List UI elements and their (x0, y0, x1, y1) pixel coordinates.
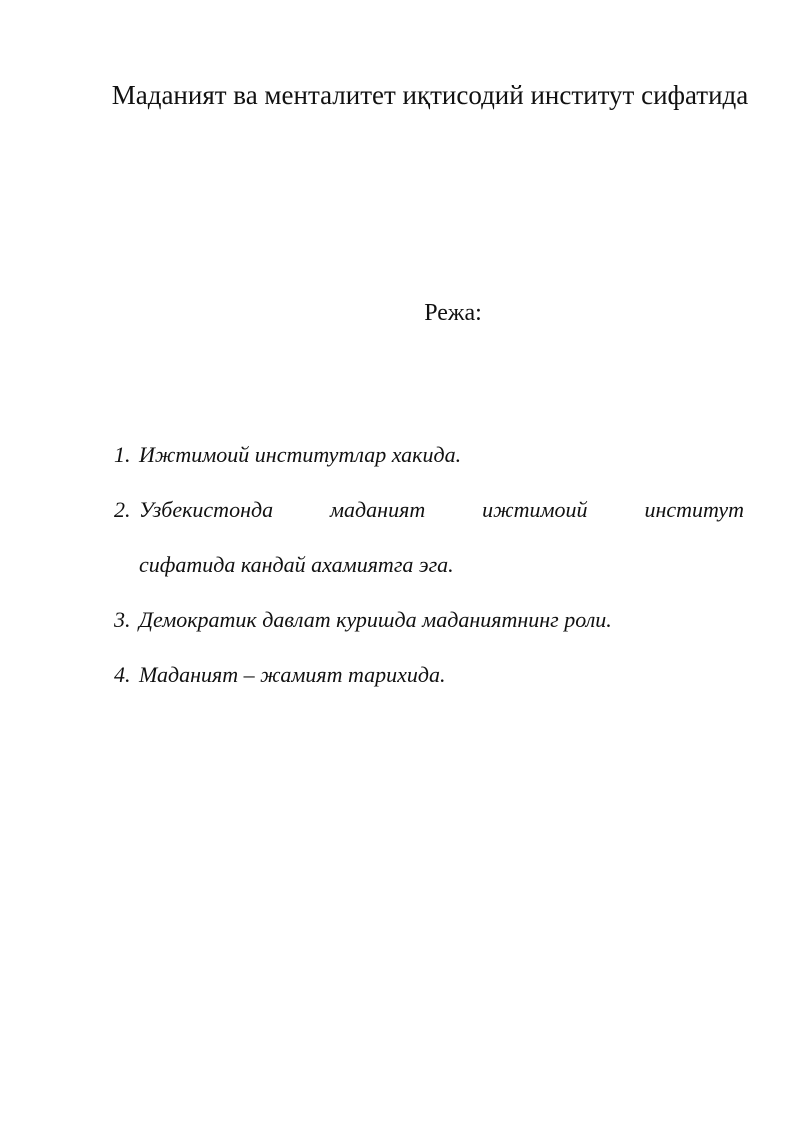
list-item-text: Демократик давлат куришда маданиятнинг роли. (139, 607, 612, 632)
list-item-word: маданият (330, 497, 426, 522)
list-item-word: ижтимоий (482, 497, 588, 522)
list-item-word: институт (644, 497, 744, 522)
list-item-word: Узбекистонда (139, 497, 274, 522)
list-item-number: 4. (114, 662, 131, 687)
list-item (114, 495, 744, 580)
list-item-text (139, 495, 744, 580)
list-item (114, 605, 744, 635)
page-title: Маданият ва менталитет иқтисодий институт сифатида (111, 80, 749, 110)
list-item-line: сифатида кандай ахамиятга эга. (139, 552, 454, 577)
list-item (114, 440, 744, 470)
list-item (114, 660, 744, 690)
plan-list (114, 440, 744, 715)
plan-heading: Режа: (424, 300, 482, 326)
list-item-number: 3. (114, 607, 131, 632)
list-item-line (139, 495, 744, 525)
list-item-number: 2. (114, 497, 131, 522)
list-item-text: Ижтимоий институтлар хакида. (139, 442, 462, 467)
list-item-number: 1. (114, 442, 131, 467)
list-item-text: Маданият – жамият тарихида. (139, 662, 446, 687)
